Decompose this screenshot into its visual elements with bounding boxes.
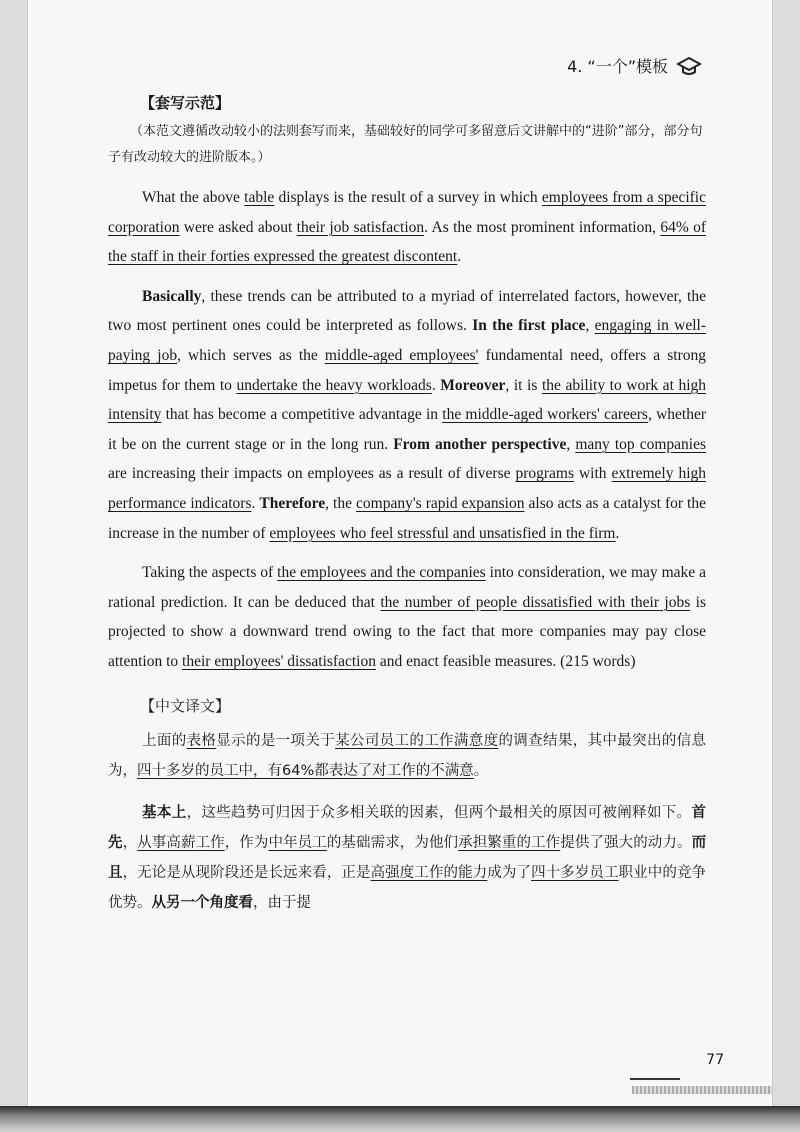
highlight-phrase: 高强度工作的能力: [370, 864, 488, 881]
highlight-phrase: 从事高薪工作: [137, 834, 225, 851]
translation-paragraph-1: 上面的表格显示的是一项关于某公司员工的工作满意度的调查结果，其中最突出的信息为，四十多岁的员工中，有64%都表达了对工作的不满意。: [108, 732, 707, 779]
key-transition: 而且: [108, 834, 707, 881]
highlight-phrase: company's rapid expansion: [356, 494, 525, 512]
graduation-cap-icon: [676, 55, 702, 77]
highlight-phrase: the middle-aged workers' careers: [442, 406, 648, 424]
highlight-phrase: the number of people dissatisfied with their jobs: [380, 593, 691, 611]
highlight-phrase: 表格: [186, 732, 217, 749]
essay-paragraph-2: Basically, these trends can be attributed to a myriad of interrelated factors, however, the two most pertinent ones could be interpreted as follows. In the first place, engaging in well-paying job, which serves as the middle-aged employees' fundamental need, offers a strong impetus for them to undertake the heavy workloads. Moreover, it is the ability to work at high intensity that has become a competitive advantage in the middle-aged workers' careers, whether it be on the current stage or in the long run. From another perspective, many top companies are increasing their impacts on employees as a result of diverse programs with extremely high performance indicators. Therefore, the company's rapid expansion also acts as a catalyst for the increase in the number of employees who feel stressful and unsatisfied in the firm.: [108, 287, 707, 542]
highlight-phrase: 中年员工: [268, 834, 327, 851]
key-transition: 首先: [108, 804, 707, 851]
highlight-phrase: 四十多岁员工: [531, 864, 619, 881]
highlight-phrase: many top companies: [575, 435, 707, 453]
key-transition: From another perspective: [393, 435, 567, 453]
key-transition: 基本上: [142, 804, 187, 821]
main-content: [108, 92, 706, 930]
highlight-phrase: their employees' dissatisfaction: [182, 652, 376, 670]
translation-paragraph-2: 基本上，这些趋势可归因于众多相关联的因素，但两个最相关的原因可被阐释如下。首先，从事高薪工作，作为中年员工的基础需求，为他们承担繁重的工作提供了强大的动力。而且，无论是从现阶段还是长远来看，正是高强度工作的能力成为了四十多岁员工职业中的竞争优势。从另一个角度看，由于提: [108, 804, 707, 911]
highlight-phrase: 某公司员工的工作满意度: [335, 732, 499, 749]
highlight-phrase: middle-aged employees': [324, 346, 479, 364]
highlight-phrase: 四十多岁的员工中，有64%都表达了对工作的不满意: [137, 762, 474, 779]
highlight-phrase: undertake the heavy workloads: [236, 376, 432, 394]
essay-paragraph-3: Taking the aspects of the employees and the companies into consideration, we may make a rational prediction. It can be deduced that the number of people dissatisfied with their jobs is projected to show a downward trend owing to the fact that more companies may pay close attention to their employees' dissatisfaction and enact feasible measures. (215 words): [108, 564, 706, 670]
page-number: 77: [706, 1052, 724, 1068]
highlight-phrase: the ability to work at high intensity: [108, 376, 706, 424]
highlight-phrase: extremely high performance indicators: [108, 465, 707, 512]
essay-paragraph-1: What the above table displays is the result of a survey in which employees from a specific corporation were asked about their job satisfaction. As the most prominent information, 64% of the staff in their forties expressed the greatest discontent.: [108, 189, 706, 266]
chapter-title: 4. “一个”模板: [567, 57, 668, 76]
highlight-phrase: the employees and the companies: [277, 564, 486, 582]
highlight-phrase: 承担繁重的工作: [458, 834, 561, 851]
highlight-phrase: employees from a specific corporation: [108, 189, 706, 236]
highlight-phrase: their job satisfaction: [296, 218, 425, 236]
page-divider: [630, 1078, 680, 1080]
highlight-phrase: 64% of the staff in their forties expressed the greatest discontent: [108, 218, 706, 266]
sample-note: （本范文遵循改动较小的法则套写而来，基础较好的同学可多留意后文讲解中的“进阶”部分，部分句子有改动较大的进阶版本。）: [108, 124, 703, 165]
section-title-sample: 【套写示范】: [140, 94, 231, 112]
page-edge-shadow: [0, 1106, 800, 1132]
section-title-translation: 【中文译文】: [140, 696, 231, 715]
highlight-phrase: programs: [515, 465, 575, 483]
chapter-header: [567, 54, 702, 77]
key-transition: Therefore: [259, 494, 326, 512]
book-page: [28, 0, 772, 1112]
highlight-phrase: employees who feel stressful and unsatisfied in the firm: [269, 524, 616, 542]
highlight-phrase: engaging in well-paying job: [108, 317, 706, 364]
key-transition: Moreover: [440, 376, 506, 394]
key-transition: In the first place: [472, 317, 586, 335]
key-transition: Basically: [142, 287, 202, 305]
page-edge-decoration: [632, 1086, 772, 1094]
key-transition: 从另一个角度看: [151, 894, 253, 911]
highlight-phrase: table: [244, 189, 275, 206]
